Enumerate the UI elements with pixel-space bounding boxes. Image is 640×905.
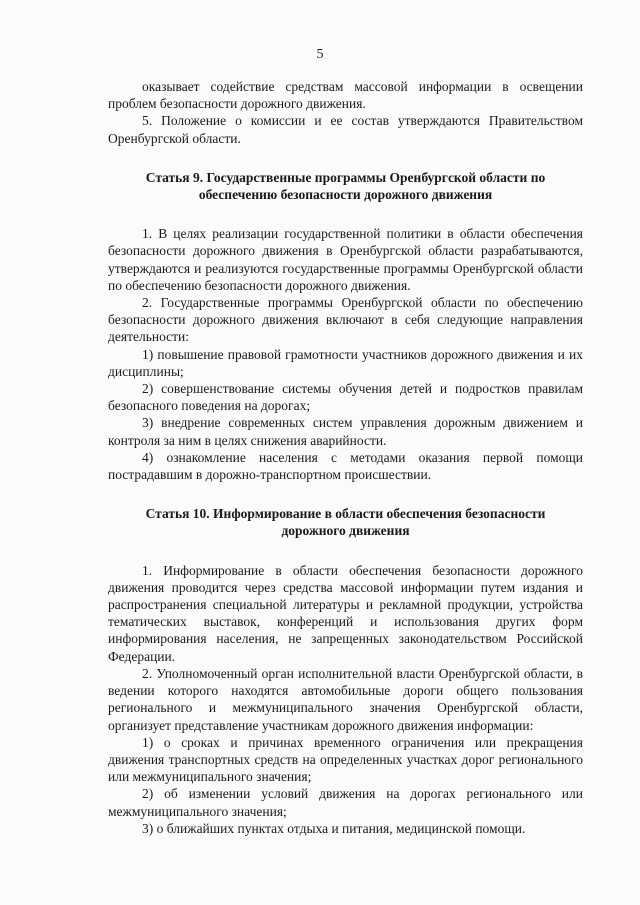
article-9-item-2: 2) совершенствование системы обучения детей и подростков правилам безопасного поведения на дорогах; bbox=[108, 381, 583, 414]
article-9-clause-1: 1. В целях реализации государственной политики в области обеспечения безопасности дорожного движения в Оренбургской области разрабатываются, утверждаются и реализуются государственные программы Оренбургской области по обеспечению безопасности дорожного движения. bbox=[108, 226, 583, 293]
article-9-item-1: 1) повышение правовой грамотности участников дорожного движения и их дисциплины; bbox=[108, 346, 583, 379]
article-9-clause-2: 2. Государственные программы Оренбургской области по обеспечению безопасности дорожного движения включают в себя следующие направления деятельности: bbox=[108, 295, 583, 345]
article-9-item-4: 4) ознакомление населения с методами оказания первой помощи пострадавшим в дорожно-транспортном происшествии. bbox=[108, 449, 583, 483]
article-10-heading: Статья 10. Информирование в области обеспечения безопасности дорожного движения bbox=[145, 506, 546, 539]
article-10-item-2: 2) об изменении условий движения на дорогах регионального или межмуниципального значения; bbox=[108, 786, 583, 819]
article-9-heading: Статья 9. Государственные программы Оренбургской области по обеспечению безопасности дорожного движения bbox=[145, 169, 546, 203]
article-9-item-3: 3) внедрение современных систем управления дорожным движением и контроля за ним в целях снижения аварийности. bbox=[108, 415, 583, 448]
article-10-clause-2: 2. Уполномоченный орган исполнительной власти Оренбургской области, в ведении которого находятся автомобильные дороги общего пользования регионального и межмуниципального значения Оренбургской области, организует представление участникам дорожного движения информации: bbox=[108, 665, 583, 733]
document-body bbox=[108, 78, 583, 837]
article-10-clause-1: 1. Информирование в области обеспечения безопасности дорожного движения проводится через средства массовой информации путем издания и распространения специальной литературы и рекламной продукции, устройства тематических выставок, конференций и использования других форм информирования населения, не запрещенных законодательством Российской Федерации. bbox=[108, 562, 583, 664]
paragraph-media-support: оказывает содействие средствам массовой информации в освещении проблем безопасности дорожного движения. bbox=[108, 79, 583, 112]
article-10-item-1: 1) о сроках и причинах временного ограничения или прекращения движения транспортных средств на определенных участках дорог регионального или межмуниципального значения; bbox=[108, 734, 583, 785]
article-10-item-3: 3) о ближайших пунктах отдыха и питания, медицинской помощи. bbox=[142, 820, 526, 836]
paragraph-commission-regulation: 5. Положение о комиссии и ее состав утверждаются Правительством Оренбургской области. bbox=[108, 113, 583, 146]
page-number: 5 bbox=[316, 47, 324, 62]
